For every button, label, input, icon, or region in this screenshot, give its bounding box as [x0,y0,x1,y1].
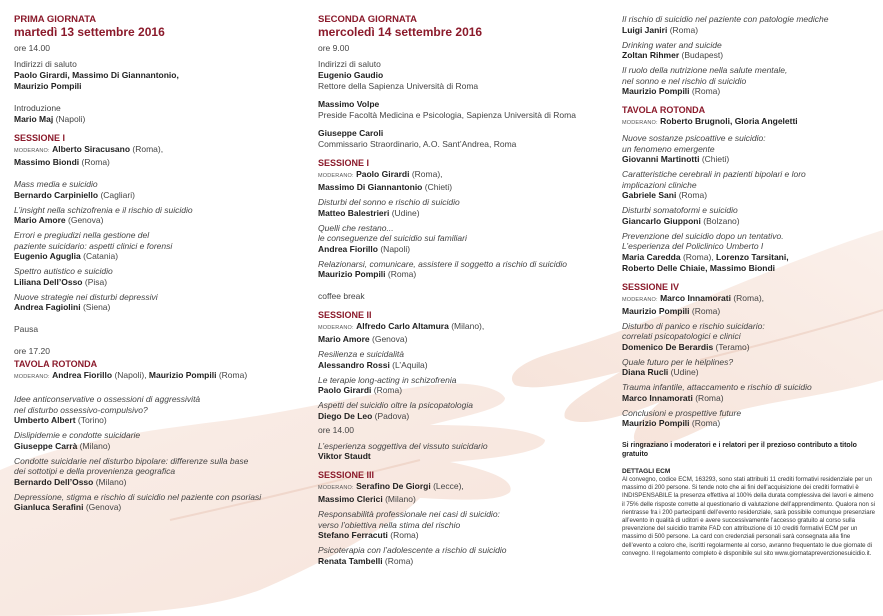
talk-title: Drinking water and suicide [622,39,722,50]
speaker-name: Gabriele Sani [622,190,677,200]
talk-title: un fenomeno emergente [622,143,715,154]
plain-text: Preside Facoltà Medicina e Psicologia, Sapienza Università di Roma [318,110,576,120]
plain-text: Rettore della Sapienza Università di Roma [318,81,479,91]
moderators-line-continued [318,334,608,345]
moderator-affiliation: (Roma), [730,292,765,303]
talk-title: Disturbi del sonno e rischio di suicidio [318,197,460,207]
spacer [318,121,608,128]
spacer [14,313,299,320]
ecm-details-text: Al convegno, codice ECM, 163293, sono stati attribuiti 11 crediti formativi residenziale per un massimo di 200 persone. Si tende noto che ai fini dell’acquisizione dei crediti formativi è INDISPENSABILE la presenza effettiva al 100% della durata complessiva dei lavori e almeno il 75% delle risposte corrette al questionario di valutazione dell’apprendimento. Qualora non si rientrasse fra i 200 partecipanti dell’evento residenziale, sarà possibile comunque presenziare all’evento in qualità di uditori e avere successivamente l’accesso gratuito al corso sulla prevenzione del suicidio tramite FAD con attribuzione di 10 crediti formativi ECM per un massimo di 500 persone. La card con credenziali personali sarà consegnata alla fine dell’evento a coloro che, iscritti regolarmente al corso, avranno frequentato le due giornate di convegno. Il regolamento completo è disponibile sul sito www.giornataprevenzionesuicidio.it. [622,476,876,557]
speaker-name: Maurizio Pompili [622,86,690,96]
speaker-name: Giancarlo Giupponi [622,215,701,226]
speaker-line [622,418,877,429]
speaker-affiliation: (Udine) [668,367,699,377]
speaker-line [14,70,299,81]
moderator-name: Maurizio Pompili [148,370,217,380]
talk-title: Aspetti del suicidio oltre la psicopatologia [318,400,473,410]
speaker-line [622,190,877,201]
moderator-affiliation: (Milano), [448,321,485,331]
moderator-affiliation: (Roma) [689,305,721,316]
acknowledgement-note: Si ringraziano i moderatori e i relatori per il prezioso contributo a titolo gratuito [622,442,857,458]
speaker-name: Eugenio Gaudio [318,70,384,80]
speaker-name: Diego De Leo [318,410,373,421]
speaker-affiliation: (Roma) [382,555,414,566]
speaker-line [14,190,299,201]
spacer [318,92,608,99]
speaker-line [318,530,608,541]
talk-title: Relazionarsi, comunicare, assistere il soggetto a rischio di suicidio [318,258,567,269]
talk-title: Resilienza e suicidalità [318,349,404,359]
moderators-line-continued [318,494,608,505]
day-date: mercoledì 14 settembre 2016 [318,25,483,39]
talk-title: correlati psicopatologici e clinici [622,331,741,341]
speaker-affiliation: (Cagliari) [98,189,135,200]
talk-title: Idee anticonservative o ossessioni di aggressività [14,394,201,404]
speaker-name: Stefano Ferracuti [318,530,388,540]
speaker-affiliation: (Udine) [389,207,420,218]
moderators-line-continued [318,182,608,193]
moderator-affiliation: (Roma) [79,157,110,167]
speaker-line [622,86,877,97]
speaker-affiliation: (Roma), [680,251,717,262]
speaker-name: Umberto Albert [14,415,76,425]
speaker-line [622,50,877,61]
talk-title: L’insight nella schizofrenia e il rischio di suicidio [14,204,193,215]
speaker-line [14,441,299,452]
speaker-line [622,25,877,36]
speaker-name: Giuseppe Caroli [318,128,384,138]
speaker-name: Bernardo Carpiniello [14,189,99,200]
moderators-label: MODERANO: [318,173,354,179]
spacer [14,168,299,175]
ecm-details-heading: DETTAGLI ECM [622,468,671,475]
moderators-label: MODERANO: [622,120,658,126]
moderators-line-continued [622,306,877,317]
schedule-time: ore 14.00 [14,43,50,53]
moderators-line [318,169,608,182]
talk-title: paziente suicidario: aspetti clinici e forensi [14,240,173,251]
talk-title: Spettro autistico e suicidio [14,266,113,276]
speaker-line [318,208,608,219]
talk-title: Disturbi somatoformi e suicidio [622,205,738,215]
speaker-line [318,360,608,371]
speaker-affiliation: (L’Aquila) [389,359,428,370]
speaker-affiliation: (Napoli) [53,114,86,124]
speaker-affiliation: (Roma) [689,418,721,428]
talk-title: Quelli che restano... [318,222,394,233]
moderator-affiliation: (Lecce), [430,481,464,491]
moderator-name: Roberto Brugnoli, Gloria Angeletti [660,116,798,126]
moderator-name: Marco Innamorati [660,292,731,303]
moderator-name: Maurizio Pompili [622,305,690,316]
talk-title: Trauma infantile, attaccamento e rischio di suicidio [622,382,812,392]
speaker-name: Mario Amore [14,215,66,225]
talk-title: Il rischio di suicidio nel paziente con patologie mediche [622,14,829,24]
moderator-affiliation: (Roma), [409,169,443,179]
speaker-name: Giovanni Martinotti [622,154,700,164]
talk-title: le conseguenze del suicidio sui familiari [318,233,467,243]
speaker-line [318,411,608,422]
moderators-line-continued [14,157,299,168]
speaker-affiliation: (Roma) [676,190,708,200]
spacer [318,280,608,287]
speaker-name: Domenico De Berardis [622,341,714,352]
session-heading: TAVOLA ROTONDA [14,359,98,369]
speaker-line [14,415,299,426]
speaker-affiliation: (Bolzano) [700,215,740,226]
moderators-label: MODERANO: [318,325,354,331]
speaker-name: Bernardo Dell’Osso [14,476,94,487]
speaker-affiliation: (Genova) [65,215,104,225]
talk-title: Psicoterapia con l’adolescente a rischio di suicidio [318,545,507,555]
moderator-name: Massimo Biondi [14,157,80,167]
speaker-name: Alessandro Rossi [318,359,390,370]
speaker-line [622,263,877,274]
speaker-name: Andrea Fiorillo [318,243,378,254]
moderators-label: MODERANO: [14,374,50,380]
schedule-time: ore 9.00 [318,43,350,53]
talk-title: Disturbo di panico e rischio suicidario: [622,320,765,331]
talk-title: Responsabilità professionale nei casi di suicidio: [318,509,500,519]
speaker-name: Maurizio Pompili [622,418,690,428]
day-label: SECONDA GIORNATA [318,14,418,25]
talk-title: verso l’obiettiva nella stima del rischio [318,519,461,530]
session-heading: SESSIONE IV [622,281,680,292]
plain-text: ore 17.20 [14,346,50,356]
speaker-name: Matteo Balestrieri [318,207,390,218]
speaker-line [318,244,608,255]
plain-text: Pausa [14,324,39,334]
talk-title: Prevenzione del suicidio dopo un tentativo. [622,230,784,241]
speaker-affiliation: (Teramo) [713,341,750,352]
column-day-2-continued [622,14,877,558]
session-heading: SESSIONE III [318,470,375,480]
moderator-name: Andrea Fiorillo [52,370,113,380]
moderator-affiliation: (Chieti) [422,182,453,192]
speaker-name: Massimo Volpe [318,99,380,109]
talk-title: Le terapie long-acting in schizofrenia [318,374,457,385]
speaker-line [14,477,299,488]
speaker-line [622,367,877,378]
speaker-name: Maurizio Pompili [14,81,82,91]
talk-title: Errori e pregiudizi nella gestione del [14,230,150,240]
speaker-affiliation: (Genova) [83,502,122,512]
talk-title: L’esperienza soggettiva del vissuto suicidario [318,440,488,451]
speaker-line [318,385,608,396]
moderator-affiliation: (Roma), [130,144,164,154]
talk-title: Nuove sostanze psicoattive e suicidio: [622,133,766,143]
speaker-line [14,251,299,262]
speaker-name: Paolo Girardi, Massimo Di Giannantonio, [14,70,179,80]
moderator-name: Alberto Siracusano [52,144,131,154]
speaker-affiliation: (Budapest) [679,50,724,60]
speaker-name: Renata Tambelli [318,555,383,566]
speaker-name: Marco Innamorati [622,392,693,403]
moderator-name: Massimo Di Giannantonio [318,182,423,192]
moderators-label: MODERANO: [622,296,658,303]
moderator-affiliation: (Roma) [216,370,248,380]
speaker-affiliation: (Roma) [689,86,721,96]
speaker-name: Zoltan Rihmer [622,50,680,60]
speaker-line [14,114,299,125]
speaker-line [622,342,877,353]
speaker-line [318,556,608,567]
speaker-line [622,216,877,227]
moderator-name: Paolo Girardi [356,169,410,179]
speaker-line [318,269,608,280]
talk-title: Condotte suicidarie nel disturbo bipolare: differenze sulla base [14,455,249,466]
speaker-affiliation: (Roma) [371,385,403,395]
session-heading: TAVOLA ROTONDA [622,105,706,115]
session-heading: SESSIONE I [318,158,370,168]
moderator-name: Massimo Clerici [318,494,383,504]
speaker-affiliation: (Milano) [77,440,111,451]
speaker-name: Gianluca Serafini [14,502,84,512]
speaker-line [14,302,299,313]
spacer [14,383,299,390]
plain-text: coffee break [318,291,365,301]
talk-title: Quale futuro per le helplines? [622,356,734,367]
spacer [14,92,299,99]
column-day-2 [318,14,608,567]
moderators-line [14,144,299,157]
talk-title: Caratteristiche cerebrali in pazienti bipolari e loro [622,169,806,179]
speaker-line [318,99,608,110]
moderators-line [318,481,608,494]
session-heading: SESSIONE II [318,310,372,320]
speaker-line [14,277,299,288]
talk-title: Depressione, stigma e rischio di suicidio nel paziente con psoriasi [14,491,262,502]
speaker-line [622,393,877,404]
moderator-name: Serafino De Giorgi [356,481,431,491]
speaker-affiliation: (Milano) [93,476,127,487]
moderator-name: Mario Amore [318,334,370,344]
speaker-name: Diana Rucli [622,367,669,377]
plain-text: Indirizzi di saluto [14,59,77,69]
speaker-name: Mario Maj [14,114,54,124]
speaker-name: Eugenio Aguglia [14,251,81,261]
speaker-line [318,128,608,139]
speaker-affiliation: (Pisa) [82,276,108,287]
moderators-label: MODERANO: [14,148,50,154]
speaker-affiliation: (Roma) [667,24,699,35]
speaker-affiliation: (Torino) [75,415,107,425]
speaker-name: Roberto Delle Chiaie, Massimo Biondi [622,262,776,273]
plain-text: Indirizzi di saluto [318,59,381,69]
talk-title: Nuove strategie nei disturbi depressivi [14,291,158,302]
speaker-name: Maria Caredda [622,251,681,262]
speaker-name: Maurizio Pompili [318,269,386,279]
moderator-name: Alfredo Carlo Altamura [356,321,449,331]
talk-title: dei sottotipi e della provenienza geografica [14,466,176,476]
speaker-affiliation: (Padova) [372,410,410,421]
speaker-line [14,215,299,226]
speaker-name: Lorenzo Tarsitani, [716,251,789,262]
speaker-name: Andrea Fagiolini [14,302,81,312]
talk-title: Conclusioni e prospettive future [622,407,742,418]
spacer [14,335,299,342]
talk-title: nel sonno e nel rischio di suicidio [622,75,747,86]
schedule-time: ore 14.00 [318,424,354,435]
speaker-affiliation: (Roma) [387,530,419,540]
session-heading: SESSIONE I [14,133,66,143]
moderator-affiliation: (Genova) [369,334,408,344]
speaker-line [622,252,877,263]
speaker-line [318,70,608,81]
speaker-name: Luigi Janiri [622,24,668,35]
speaker-line [14,81,299,92]
speaker-name: Paolo Girardi [318,385,372,395]
talk-title: Mass media e suicidio [14,179,98,189]
column-day-1 [14,14,299,513]
talk-title: nel disturbo ossessivo-compulsivo? [14,404,148,415]
speaker-affiliation: (Roma) [692,392,724,403]
speaker-line [318,451,608,462]
speaker-affiliation: (Roma) [385,269,417,279]
talk-title: implicazioni cliniche [622,179,697,190]
speaker-affiliation: (Chieti) [699,154,730,164]
speaker-name: Viktor Staudt [318,451,371,461]
speaker-affiliation: (Catania) [80,251,119,261]
day-date: martedì 13 settembre 2016 [14,25,165,39]
speaker-name: Giuseppe Carrà [14,440,78,451]
moderator-affiliation: (Napoli), [112,370,149,380]
moderators-line [318,321,608,334]
plain-text: Introduzione [14,103,61,113]
talk-title: Il ruolo della nutrizione nella salute mentale, [622,65,788,75]
moderators-line [622,293,877,306]
plain-text: Commissario Straordinario, A.O. Sant’Andrea, Roma [318,139,517,149]
moderators-label: MODERANO: [318,485,354,491]
speaker-name: Liliana Dell’Osso [14,276,83,287]
moderator-affiliation: (Milano) [382,494,416,504]
moderators-line [14,370,299,383]
speaker-line [14,502,299,513]
talk-title: L’esperienza del Policlinico Umberto I [622,241,764,251]
speaker-line [622,154,877,165]
moderators-line [622,116,877,129]
speaker-affiliation: (Napoli) [377,243,411,254]
talk-title: Dislipidemie e condotte suicidarie [14,430,141,440]
speaker-affiliation: (Siena) [80,302,111,312]
day-label: PRIMA GIORNATA [14,14,97,25]
